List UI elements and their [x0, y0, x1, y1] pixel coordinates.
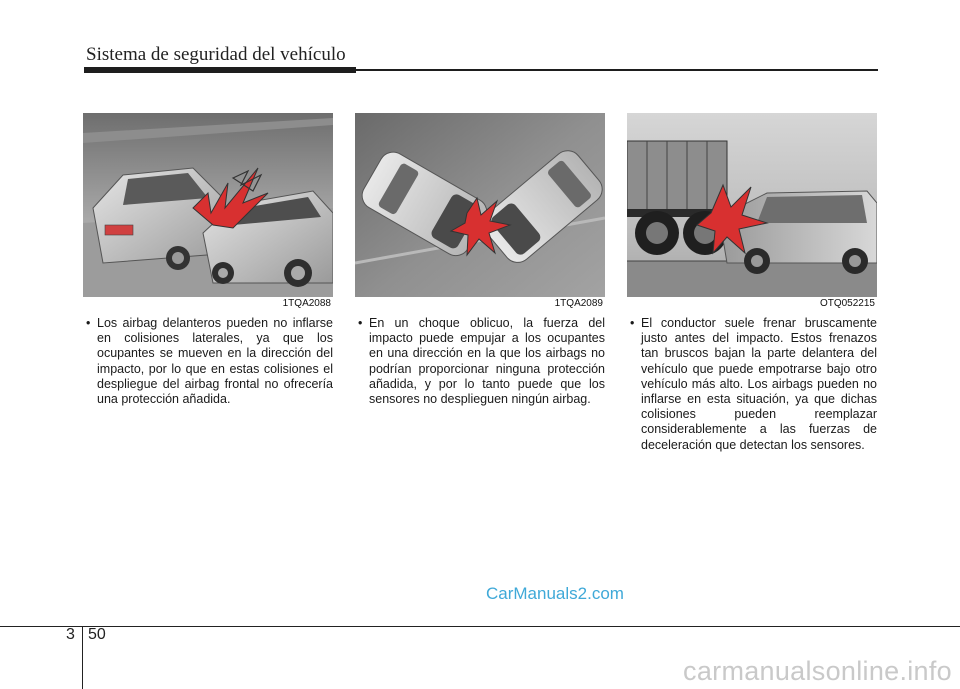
column-paragraph: En un choque oblicuo, la fuerza del impacto puede empujar a los ocupantes en una dirección en la que los airbags no podrían proporcionar ninguna protección añadida, y por lo tanto puede que los sensores no desplieguen ningún airbag. [369, 316, 605, 407]
side-collision-illustration [83, 113, 333, 310]
figure-side-collision [83, 113, 333, 310]
bullet: • [630, 316, 635, 330]
underride-collision-illustration [627, 113, 877, 310]
column-paragraph: El conductor suele frenar bruscamente justo antes del impacto. Estos frenazos tan bruscos bajan la parte delantera del vehículo que puede empotrarse bajo otro vehículo más alto. Los airbags pueden no inflarse en esta situación, ya que dichas colisiones pueden reemplazar considerablemente a las fuerzas de deceleración que detectan los sensores. [641, 316, 877, 452]
section-number: 3 [66, 626, 75, 643]
figure-oblique-collision [355, 113, 605, 310]
bottom-watermark: carmanualsonline.info [683, 656, 952, 686]
page-title: Sistema de seguridad del vehículo [86, 44, 346, 65]
footer-rule [0, 626, 960, 627]
column-paragraph: Los airbag delanteros pueden no inflarse en colisiones laterales, ya que los ocupantes se mueven en la dirección del impacto, por lo que en estas colisiones el despliegue del airbag frontal no ofrecería una protección añadida. [97, 316, 333, 407]
figure-code: 1TQA2088 [282, 298, 331, 309]
column-text-oblique-collision [355, 316, 605, 407]
column-text-side-collision [83, 316, 333, 407]
figure-code: 1TQA2089 [554, 298, 603, 309]
header-rule [84, 67, 878, 73]
header-rule-thick [84, 67, 356, 73]
bullet: • [86, 316, 91, 330]
watermark-link[interactable]: CarManuals2.com [486, 584, 624, 603]
column-text-underride-collision [627, 316, 877, 453]
bullet: • [358, 316, 363, 330]
footer-divider [82, 626, 83, 689]
figure-underride-collision [627, 113, 877, 310]
oblique-collision-illustration [355, 113, 605, 310]
header-rule-thin [356, 69, 878, 71]
figure-code: OTQ052215 [819, 298, 875, 309]
page-number: 50 [88, 626, 106, 643]
